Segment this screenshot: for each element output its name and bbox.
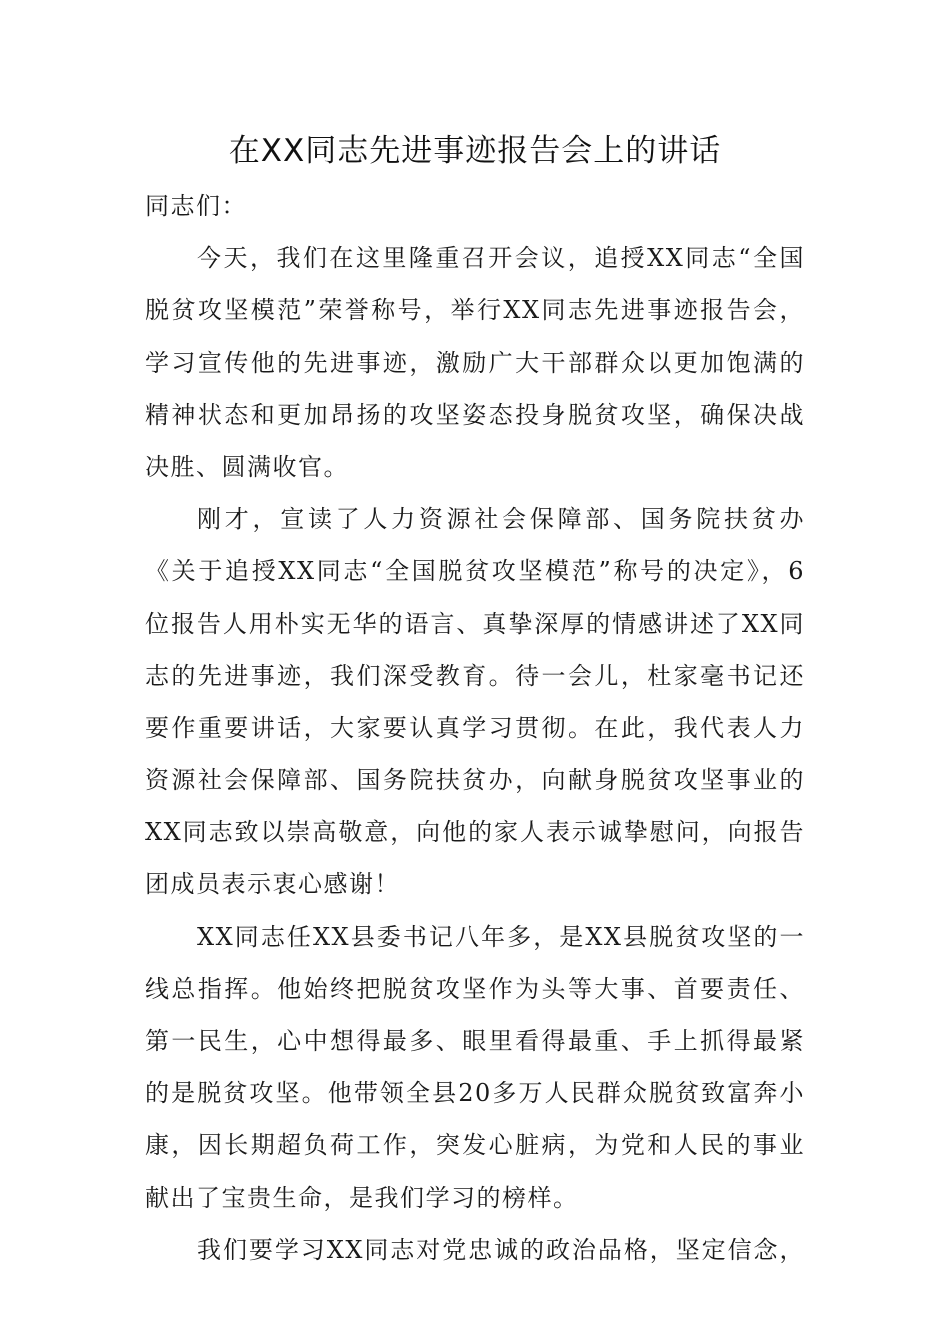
- document-body: [145, 180, 805, 1276]
- paragraph-2-line-1: 刚才，宣读了人力资源社会保障部、国务院扶贫办: [197, 505, 805, 534]
- paragraph-1-line-3: 学习宣传他的先进事迹，激励广大干部群众以更加饱满的: [145, 348, 805, 377]
- paragraph-1-line-2: 脱贫攻坚模范”荣誉称号，举行XX同志先进事迹报告会，: [145, 296, 805, 325]
- paragraph-2-line-7: XX同志致以崇高敬意，向他的家人表示诚挚慰问，向报告: [145, 818, 805, 847]
- paragraph-4-line-1: 我们要学习XX同志对党忠诚的政治品格，坚定信念，: [197, 1235, 805, 1264]
- paragraph-1-line-4: 精神状态和更加昂扬的攻坚姿态投身脱贫攻坚，确保决战: [145, 400, 805, 429]
- paragraph-2-line-5: 要作重要讲话，大家要认真学习贯彻。在此，我代表人力: [145, 713, 805, 742]
- paragraph-3-line-4: 的是脱贫攻坚。他带领全县20多万人民群众脱贫致富奔小: [145, 1079, 805, 1108]
- paragraph-1-line-5: 决胜、圆满收官。: [145, 452, 349, 481]
- paragraph-2-line-8: 团成员表示衷心感谢！: [145, 870, 400, 899]
- paragraph-2-line-2: 《关于追授XX同志“全国脱贫攻坚模范”称号的决定》，6: [145, 557, 805, 586]
- salutation: 同志们：: [145, 192, 247, 220]
- paragraph-2-line-3: 位报告人用朴实无华的语言、真挚深厚的情感讲述了XX同: [145, 609, 805, 638]
- paragraph-3-line-1: XX同志任XX县委书记八年多，是XX县脱贫攻坚的一: [197, 922, 805, 951]
- paragraph-2-line-4: 志的先进事迹，我们深受教育。待一会儿，杜家毫书记还: [145, 661, 805, 690]
- paragraph-3-line-3: 第一民生，心中想得最多、眼里看得最重、手上抓得最紧: [145, 1027, 805, 1055]
- paragraph-3-line-6: 献出了宝贵生命，是我们学习的榜样。: [145, 1183, 579, 1212]
- paragraph-3-line-2: 线总指挥。他始终把脱贫攻坚作为头等大事、首要责任、: [145, 974, 805, 1003]
- paragraph-3-line-5: 康，因长期超负荷工作，突发心脏病，为党和人民的事业: [145, 1131, 805, 1160]
- paragraph-2-line-6: 资源社会保障部、国务院扶贫办，向献身脱贫攻坚事业的: [145, 766, 805, 795]
- paragraph-1-line-1: 今天，我们在这里隆重召开会议，追授XX同志“全国: [197, 244, 805, 273]
- document-title: 在XX同志先进事迹报告会上的讲话: [228, 133, 722, 169]
